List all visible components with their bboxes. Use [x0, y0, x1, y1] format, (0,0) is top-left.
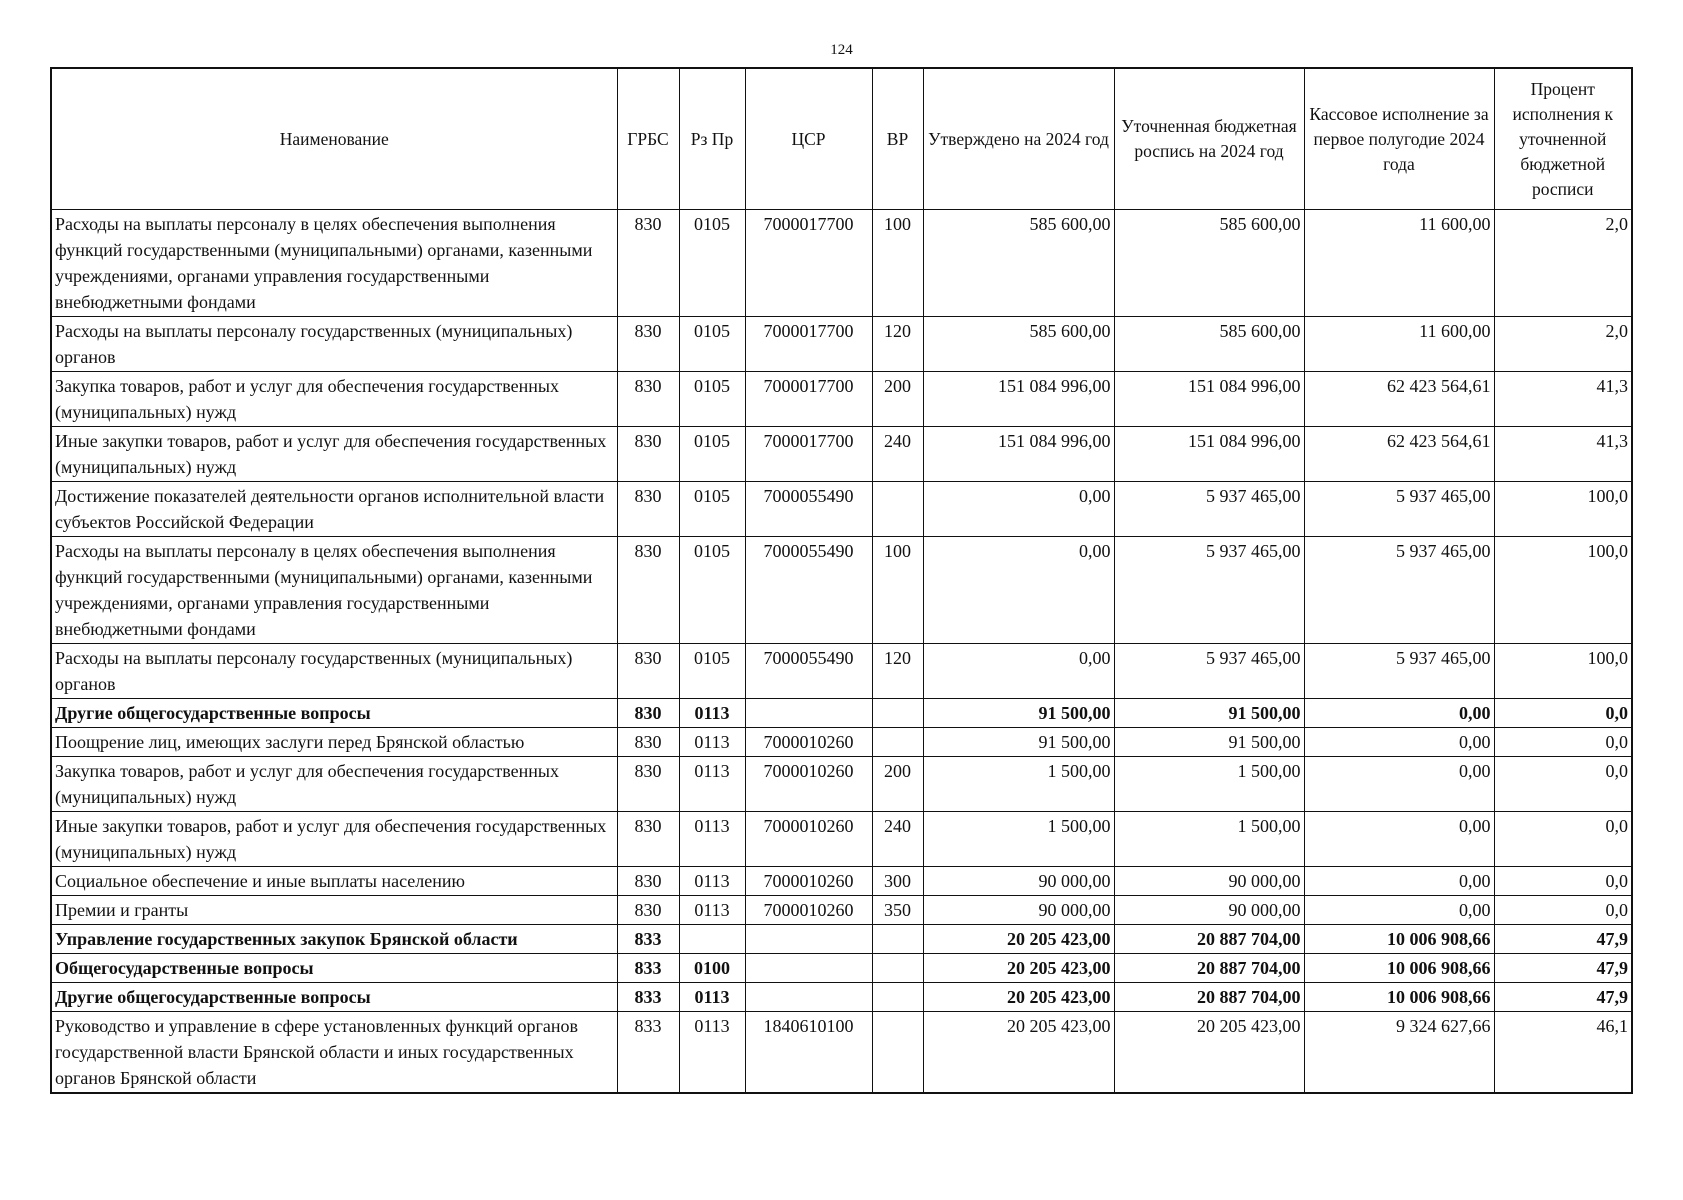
cell-approved: 1 500,00: [923, 812, 1114, 867]
cell-vr: [872, 954, 923, 983]
cell-approved: 20 205 423,00: [923, 983, 1114, 1012]
cell-vr: 350: [872, 896, 923, 925]
cell-approved: 91 500,00: [923, 699, 1114, 728]
cell-approved: 151 084 996,00: [923, 372, 1114, 427]
cell-rzpr: 0105: [679, 644, 745, 699]
cell-csr: 7000055490: [745, 537, 872, 644]
cell-grbs: 830: [617, 482, 679, 537]
cell-name: Социальное обеспечение и иные выплаты населению: [51, 867, 617, 896]
cell-cash: 0,00: [1304, 867, 1494, 896]
cell-cash: 11 600,00: [1304, 210, 1494, 317]
cell-approved: 151 084 996,00: [923, 427, 1114, 482]
header-name: Наименование: [51, 68, 617, 210]
cell-name: Другие общегосударственные вопросы: [51, 699, 617, 728]
cell-refined: 151 084 996,00: [1114, 427, 1304, 482]
cell-refined: 1 500,00: [1114, 757, 1304, 812]
cell-percent: 41,3: [1494, 427, 1632, 482]
cell-percent: 0,0: [1494, 867, 1632, 896]
cell-csr: [745, 983, 872, 1012]
header-percent: Процент исполнения к уточненной бюджетной росписи: [1494, 68, 1632, 210]
table-row: [51, 644, 1632, 699]
cell-percent: 0,0: [1494, 757, 1632, 812]
cell-grbs: 830: [617, 812, 679, 867]
cell-refined: 585 600,00: [1114, 317, 1304, 372]
cell-csr: [745, 925, 872, 954]
table-row: [51, 372, 1632, 427]
cell-name: Расходы на выплаты персоналу государственных (муниципальных) органов: [51, 644, 617, 699]
cell-percent: 41,3: [1494, 372, 1632, 427]
cell-name: Достижение показателей деятельности органов исполнительной власти субъектов Российской Федерации: [51, 482, 617, 537]
table-row: [51, 896, 1632, 925]
table-row: [51, 812, 1632, 867]
table-row: [51, 210, 1632, 317]
page-number: 124: [830, 42, 853, 58]
cell-grbs: 830: [617, 317, 679, 372]
cell-vr: 120: [872, 317, 923, 372]
cell-refined: 5 937 465,00: [1114, 537, 1304, 644]
cell-approved: 1 500,00: [923, 757, 1114, 812]
cell-name: Поощрение лиц, имеющих заслуги перед Брянской областью: [51, 728, 617, 757]
cell-refined: 20 887 704,00: [1114, 983, 1304, 1012]
cell-rzpr: 0105: [679, 537, 745, 644]
cell-csr: 7000017700: [745, 210, 872, 317]
cell-name: Расходы на выплаты персоналу государственных (муниципальных) органов: [51, 317, 617, 372]
cell-approved: 585 600,00: [923, 317, 1114, 372]
cell-cash: 0,00: [1304, 757, 1494, 812]
cell-vr: 300: [872, 867, 923, 896]
cell-refined: 585 600,00: [1114, 210, 1304, 317]
cell-rzpr: 0113: [679, 1012, 745, 1094]
table-row: [51, 983, 1632, 1012]
cell-cash: 10 006 908,66: [1304, 925, 1494, 954]
table-body: [51, 210, 1632, 1094]
cell-vr: [872, 925, 923, 954]
cell-name: Премии и гранты: [51, 896, 617, 925]
cell-rzpr: 0105: [679, 427, 745, 482]
cell-vr: 120: [872, 644, 923, 699]
cell-percent: 100,0: [1494, 537, 1632, 644]
cell-grbs: 833: [617, 983, 679, 1012]
cell-approved: 90 000,00: [923, 896, 1114, 925]
table-row: [51, 757, 1632, 812]
budget-table: [50, 67, 1633, 1094]
cell-grbs: 830: [617, 757, 679, 812]
cell-grbs: 833: [617, 925, 679, 954]
cell-grbs: 830: [617, 896, 679, 925]
cell-rzpr: 0113: [679, 757, 745, 812]
cell-approved: 20 205 423,00: [923, 1012, 1114, 1094]
cell-refined: 20 205 423,00: [1114, 1012, 1304, 1094]
cell-csr: 7000010260: [745, 728, 872, 757]
cell-grbs: 830: [617, 728, 679, 757]
table-row: [51, 427, 1632, 482]
cell-vr: [872, 1012, 923, 1094]
header-csr: ЦСР: [745, 68, 872, 210]
cell-grbs: 830: [617, 537, 679, 644]
table-row: [51, 867, 1632, 896]
cell-grbs: 833: [617, 954, 679, 983]
cell-csr: 7000017700: [745, 427, 872, 482]
cell-cash: 10 006 908,66: [1304, 954, 1494, 983]
cell-rzpr: 0105: [679, 317, 745, 372]
header-grbs: ГРБС: [617, 68, 679, 210]
cell-name: Общегосударственные вопросы: [51, 954, 617, 983]
cell-name: Расходы на выплаты персоналу в целях обеспечения выполнения функций государственными (муниципальными) органами, казенными учреждениями, органами управления государственными внебюджетными фондами: [51, 537, 617, 644]
header-refined: Уточненная бюджетная роспись на 2024 год: [1114, 68, 1304, 210]
header-cash: Кассовое исполнение за первое полугодие 2024 года: [1304, 68, 1494, 210]
cell-rzpr: 0113: [679, 728, 745, 757]
cell-rzpr: 0113: [679, 867, 745, 896]
table-row: [51, 925, 1632, 954]
cell-rzpr: 0113: [679, 699, 745, 728]
cell-percent: 100,0: [1494, 482, 1632, 537]
cell-csr: 7000010260: [745, 896, 872, 925]
cell-cash: 5 937 465,00: [1304, 537, 1494, 644]
cell-name: Другие общегосударственные вопросы: [51, 983, 617, 1012]
table-row: [51, 537, 1632, 644]
cell-refined: 91 500,00: [1114, 728, 1304, 757]
cell-name: Закупка товаров, работ и услуг для обеспечения государственных (муниципальных) нужд: [51, 757, 617, 812]
table-row: [51, 1012, 1632, 1094]
cell-csr: 7000010260: [745, 812, 872, 867]
cell-csr: 7000010260: [745, 757, 872, 812]
cell-vr: [872, 728, 923, 757]
cell-cash: 11 600,00: [1304, 317, 1494, 372]
cell-grbs: 830: [617, 867, 679, 896]
cell-percent: 47,9: [1494, 983, 1632, 1012]
cell-grbs: 830: [617, 372, 679, 427]
cell-refined: 5 937 465,00: [1114, 644, 1304, 699]
cell-percent: 0,0: [1494, 896, 1632, 925]
cell-cash: 0,00: [1304, 812, 1494, 867]
table-row: [51, 482, 1632, 537]
header-rzpr: Рз Пр: [679, 68, 745, 210]
cell-percent: 2,0: [1494, 210, 1632, 317]
cell-cash: 10 006 908,66: [1304, 983, 1494, 1012]
cell-percent: 0,0: [1494, 812, 1632, 867]
cell-csr: 1840610100: [745, 1012, 872, 1094]
cell-approved: 90 000,00: [923, 867, 1114, 896]
header-approved: Утверждено на 2024 год: [923, 68, 1114, 210]
cell-grbs: 830: [617, 210, 679, 317]
cell-percent: 46,1: [1494, 1012, 1632, 1094]
cell-approved: 0,00: [923, 644, 1114, 699]
cell-refined: 20 887 704,00: [1114, 925, 1304, 954]
cell-percent: 0,0: [1494, 699, 1632, 728]
cell-csr: 7000010260: [745, 867, 872, 896]
cell-grbs: 830: [617, 699, 679, 728]
cell-percent: 100,0: [1494, 644, 1632, 699]
cell-approved: 0,00: [923, 482, 1114, 537]
table-row: [51, 954, 1632, 983]
cell-cash: 62 423 564,61: [1304, 427, 1494, 482]
cell-grbs: 833: [617, 1012, 679, 1094]
cell-percent: 0,0: [1494, 728, 1632, 757]
cell-vr: [872, 983, 923, 1012]
cell-refined: 90 000,00: [1114, 867, 1304, 896]
cell-cash: 0,00: [1304, 728, 1494, 757]
cell-vr: 100: [872, 210, 923, 317]
cell-cash: 0,00: [1304, 699, 1494, 728]
cell-grbs: 830: [617, 427, 679, 482]
cell-refined: 91 500,00: [1114, 699, 1304, 728]
cell-percent: 47,9: [1494, 954, 1632, 983]
cell-refined: 1 500,00: [1114, 812, 1304, 867]
cell-rzpr: 0100: [679, 954, 745, 983]
cell-csr: [745, 954, 872, 983]
cell-approved: 585 600,00: [923, 210, 1114, 317]
cell-percent: 2,0: [1494, 317, 1632, 372]
cell-csr: 7000055490: [745, 482, 872, 537]
cell-approved: 91 500,00: [923, 728, 1114, 757]
cell-rzpr: 0105: [679, 372, 745, 427]
cell-cash: 0,00: [1304, 896, 1494, 925]
cell-rzpr: 0105: [679, 210, 745, 317]
cell-cash: 5 937 465,00: [1304, 482, 1494, 537]
cell-name: Расходы на выплаты персоналу в целях обеспечения выполнения функций государственными (муниципальными) органами, казенными учреждениями, органами управления государственными внебюджетными фондами: [51, 210, 617, 317]
cell-refined: 20 887 704,00: [1114, 954, 1304, 983]
cell-rzpr: 0113: [679, 983, 745, 1012]
cell-refined: 151 084 996,00: [1114, 372, 1304, 427]
table-row: [51, 317, 1632, 372]
cell-approved: 0,00: [923, 537, 1114, 644]
cell-rzpr: 0113: [679, 812, 745, 867]
cell-vr: [872, 699, 923, 728]
cell-name: Иные закупки товаров, работ и услуг для обеспечения государственных (муниципальных) нужд: [51, 812, 617, 867]
cell-vr: [872, 482, 923, 537]
cell-refined: 5 937 465,00: [1114, 482, 1304, 537]
cell-name: Закупка товаров, работ и услуг для обеспечения государственных (муниципальных) нужд: [51, 372, 617, 427]
cell-cash: 62 423 564,61: [1304, 372, 1494, 427]
table-header: [51, 68, 1632, 210]
table-row: [51, 728, 1632, 757]
cell-csr: [745, 699, 872, 728]
cell-name: Иные закупки товаров, работ и услуг для обеспечения государственных (муниципальных) нужд: [51, 427, 617, 482]
cell-cash: 9 324 627,66: [1304, 1012, 1494, 1094]
cell-name: Управление государственных закупок Брянской области: [51, 925, 617, 954]
cell-vr: 100: [872, 537, 923, 644]
cell-vr: 240: [872, 812, 923, 867]
table-row: [51, 699, 1632, 728]
cell-csr: 7000017700: [745, 317, 872, 372]
cell-vr: 200: [872, 372, 923, 427]
cell-vr: 200: [872, 757, 923, 812]
cell-approved: 20 205 423,00: [923, 925, 1114, 954]
cell-csr: 7000055490: [745, 644, 872, 699]
cell-percent: 47,9: [1494, 925, 1632, 954]
cell-csr: 7000017700: [745, 372, 872, 427]
cell-grbs: 830: [617, 644, 679, 699]
cell-name: Руководство и управление в сфере установленных функций органов государственной власти Брянской области и иных государственных органов Брянской области: [51, 1012, 617, 1094]
cell-rzpr: 0113: [679, 896, 745, 925]
cell-refined: 90 000,00: [1114, 896, 1304, 925]
cell-cash: 5 937 465,00: [1304, 644, 1494, 699]
cell-vr: 240: [872, 427, 923, 482]
cell-approved: 20 205 423,00: [923, 954, 1114, 983]
header-vr: ВР: [872, 68, 923, 210]
cell-rzpr: 0105: [679, 482, 745, 537]
cell-rzpr: [679, 925, 745, 954]
